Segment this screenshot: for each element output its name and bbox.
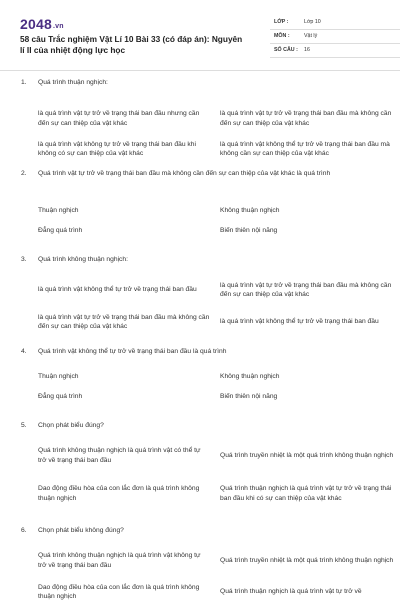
question-number: 5. bbox=[21, 422, 27, 429]
question-item bbox=[0, 347, 400, 421]
answer-option[interactable]: Biến thiên nội năng bbox=[220, 227, 278, 235]
meta-value: 16 bbox=[304, 47, 310, 53]
question-text bbox=[21, 78, 382, 103]
answer-option[interactable]: Quá trình truyền nhiệt là một quá trình không thuận nghịch bbox=[220, 556, 394, 564]
question-stem: Chọn phát biểu không đúng? bbox=[38, 527, 124, 534]
answer-option[interactable]: Quá trình truyền nhiệt là một quá trình không thuận nghịch bbox=[220, 451, 394, 459]
question-text bbox=[21, 526, 382, 544]
answer-option[interactable]: Dao động điều hòa của con lắc đơn là quá trình không thuận nghịch bbox=[38, 485, 200, 502]
question-text bbox=[21, 347, 382, 367]
answer-option[interactable]: Đẳng quá trình bbox=[38, 227, 83, 235]
question-text bbox=[21, 255, 382, 274]
answer-option[interactable]: Quá trình thuận nghịch là quá trình vật tự trở về trạng thái ban đầu khi có sự can thiệp của vật khác bbox=[220, 485, 392, 502]
question-stem: Quá trình không thuận nghịch: bbox=[38, 256, 128, 263]
question-stem: Quá trình vật tự trở về trạng thái ban đầu mà không cần đến sự can thiệp của vật khác là quá trình bbox=[38, 170, 331, 177]
answer-option[interactable]: Không thuận nghịch bbox=[220, 207, 280, 215]
meta-table bbox=[270, 16, 400, 58]
document-title: 58 câu Trắc nghiệm Vật Lí 10 Bài 33 (có đáp án): Nguyên lí II của nhiệt động lực học bbox=[20, 34, 243, 55]
logo-suffix: .vn bbox=[52, 23, 64, 30]
answer-option[interactable]: là quá trình vật tự trở về trạng thái ban đầu mà không cần đến sự can thiệp của vật khác bbox=[220, 281, 392, 298]
answer-option[interactable]: Đẳng quá trình bbox=[38, 393, 83, 401]
answer-option[interactable]: là quá trình vật không tự trở về trạng thái ban đầu khi không có sự can thiệp của vật khác bbox=[38, 140, 196, 157]
question-number: 6. bbox=[21, 527, 27, 534]
meta-value: Vật lý bbox=[304, 33, 318, 39]
question-item bbox=[0, 255, 400, 347]
question-stem: Chọn phát biểu đúng? bbox=[38, 422, 104, 429]
answer-option[interactable]: là quá trình vật tự trở về trạng thái ban đầu nhưng cần đến sự can thiệp của vật khác bbox=[38, 110, 200, 127]
question-text bbox=[21, 421, 382, 439]
answer-options bbox=[21, 274, 392, 338]
question-stem: Quá trình vật không thể tự trở về trạng thái ban đầu là quá trình bbox=[38, 348, 227, 355]
answer-options bbox=[21, 367, 382, 407]
question-text bbox=[21, 169, 382, 201]
answer-option[interactable]: Không thuận nghịch bbox=[220, 373, 280, 381]
answer-option[interactable]: Biến thiên nội năng bbox=[220, 393, 278, 401]
document-header bbox=[20, 16, 382, 60]
meta-row-count bbox=[270, 44, 400, 58]
meta-value: Lớp 10 bbox=[304, 19, 321, 25]
answer-option[interactable]: Thuận nghịch bbox=[38, 207, 79, 215]
logo-text: 2048 bbox=[20, 16, 52, 32]
question-number: 3. bbox=[21, 256, 27, 263]
answer-option[interactable]: là quá trình vật tự trở về trạng thái ban đầu mà không cần đến sự can thiệp của vật khác bbox=[38, 313, 210, 330]
answer-option[interactable]: Quá trình không thuận nghịch là quá trình vật có thể tự trở về trạng thái ban đầu bbox=[38, 447, 201, 464]
meta-row-subject bbox=[270, 30, 400, 44]
answer-option[interactable]: Quá trình thuận nghịch là quá trình vật tự trở về bbox=[220, 588, 362, 596]
answer-options bbox=[21, 544, 394, 600]
answer-option[interactable]: Dao động điều hòa của con lắc đơn là quá trình không thuận nghịch bbox=[38, 583, 200, 600]
meta-label: SỐ CÂU : bbox=[274, 47, 298, 53]
question-item bbox=[0, 421, 400, 526]
answer-option[interactable]: là quá trình vật không thể tự trở về trạng thái ban đầu bbox=[38, 286, 197, 294]
answer-option[interactable]: Quá trình không thuận nghịch là quá trình vật không tự trở về trạng thái ban đầu bbox=[38, 552, 201, 569]
answer-options bbox=[21, 439, 394, 515]
question-stem: Quá trình thuận nghịch: bbox=[38, 79, 108, 86]
answer-options bbox=[21, 201, 382, 241]
site-logo[interactable] bbox=[20, 16, 64, 32]
answer-option[interactable]: là quá trình vật không thể tự trở về trạng thái ban đầu bbox=[220, 318, 379, 326]
meta-label: MÔN : bbox=[274, 33, 290, 39]
question-item bbox=[0, 78, 400, 169]
question-number: 2. bbox=[21, 170, 27, 177]
answer-option[interactable]: Thuận nghịch bbox=[38, 373, 79, 381]
question-number: 1. bbox=[21, 79, 27, 86]
question-number: 4. bbox=[21, 348, 27, 355]
meta-row-class bbox=[270, 16, 400, 30]
answer-options bbox=[21, 103, 392, 164]
question-item bbox=[0, 169, 400, 255]
answer-option[interactable]: là quá trình vật tự trở về trạng thái ban đầu mà không cần đến sự can thiệp của vật khác bbox=[220, 110, 392, 127]
meta-label: LỚP : bbox=[274, 19, 289, 25]
header-divider bbox=[0, 70, 400, 71]
answer-option[interactable]: là quá trình vật không thể tự trở về trạng thái ban đầu mà không cần sự can thiệp của vật khác bbox=[220, 140, 390, 157]
question-list bbox=[0, 78, 400, 600]
question-item bbox=[0, 526, 400, 600]
